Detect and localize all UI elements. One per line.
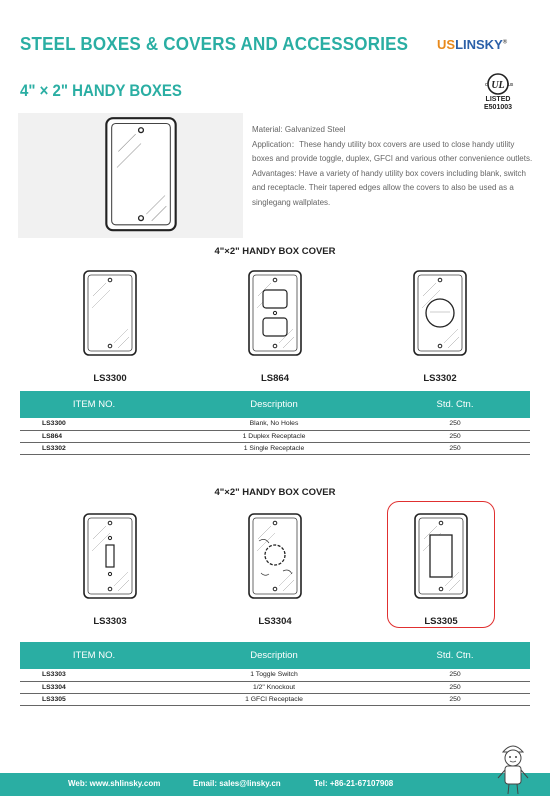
duplex-plate-icon — [245, 262, 305, 366]
std-ctn-cell: 250 — [380, 669, 530, 681]
group1-heading: 4"×2" HANDY BOX COVER — [214, 246, 336, 257]
product-code: LS3302 — [423, 373, 457, 384]
mascot-icon — [493, 738, 533, 798]
product-code: LS3304 — [258, 616, 292, 627]
std-ctn-cell: 250 — [380, 442, 530, 454]
column-header-std-ctn: Std. Ctn. — [380, 391, 530, 418]
column-header-item-no: ITEM NO. — [20, 391, 168, 418]
std-ctn-cell: 250 — [380, 681, 530, 693]
table-row — [20, 693, 530, 705]
material-text: Material: Galvanized Steel — [252, 125, 346, 134]
product-ls3303 — [75, 505, 145, 627]
item-no-cell: LS3305 — [20, 693, 168, 705]
product-code: LS3305 — [424, 616, 458, 627]
table-row — [20, 442, 530, 454]
spec-table-2 — [20, 642, 530, 706]
single-receptacle-plate-icon — [410, 262, 470, 366]
section-title: 4" × 2" HANDY BOXES — [20, 82, 182, 101]
page-title: STEEL BOXES & COVERS AND ACCESSORIES — [20, 34, 409, 55]
product-ls3302 — [405, 262, 475, 384]
gfci-plate-icon — [411, 505, 471, 609]
ul-file-code: E501003 — [483, 104, 513, 111]
blank-plate-icon — [101, 113, 181, 238]
page-footer — [0, 760, 550, 800]
hero-image — [18, 113, 243, 238]
product-ls864 — [240, 262, 310, 384]
brand-logo: USLINSKY® — [437, 37, 508, 52]
std-ctn-cell: 250 — [380, 693, 530, 705]
table-row — [20, 430, 530, 442]
ul-listed-mark — [476, 72, 520, 112]
item-no-cell: LS864 — [20, 430, 168, 442]
spec-table-1 — [20, 391, 530, 455]
product-code: LS3303 — [93, 616, 127, 627]
description-cell: 1 Toggle Switch — [168, 669, 380, 681]
product-ls3305 — [406, 505, 476, 627]
item-no-cell: LS3304 — [20, 681, 168, 693]
column-header-std-ctn: Std. Ctn. — [380, 642, 530, 669]
std-ctn-cell: 250 — [380, 430, 530, 442]
item-no-cell: LS3303 — [20, 669, 168, 681]
table-row — [20, 418, 530, 430]
advantages-text: Advantages: Have a variety of handy utility box covers including blank, switch and receptacle. Their tapered edges allow the covers to also be used as a singlegang wallplates. — [252, 168, 526, 207]
footer-email: Email: sales@linsky.cn — [193, 779, 281, 788]
item-no-cell: LS3302 — [20, 442, 168, 454]
description-cell: 1/2" Knockout — [168, 681, 380, 693]
column-header-description: Description — [168, 642, 380, 669]
ul-logo-icon — [482, 72, 514, 96]
knockout-plate-icon — [245, 505, 305, 609]
product-description — [252, 123, 537, 211]
footer-tel: Tel: +86-21-67107908 — [314, 779, 394, 788]
description-cell: 1 Duplex Receptacle — [168, 430, 380, 442]
product-code: LS3300 — [93, 373, 127, 384]
item-no-cell: LS3300 — [20, 418, 168, 430]
column-header-description: Description — [168, 391, 380, 418]
svg-text:UL: UL — [491, 80, 505, 91]
description-cell: 1 Single Receptacle — [168, 442, 380, 454]
page-header — [0, 0, 550, 70]
description-cell: Blank, No Holes — [168, 418, 380, 430]
table-row — [20, 669, 530, 681]
blank-plate-icon — [80, 262, 140, 366]
product-ls3300 — [75, 262, 145, 384]
svg-text:c: c — [485, 82, 488, 88]
table-header-row — [20, 642, 530, 669]
std-ctn-cell: 250 — [380, 418, 530, 430]
table-header-row — [20, 391, 530, 418]
description-cell: 1 GFCI Receptacle — [168, 693, 380, 705]
product-code: LS864 — [261, 373, 289, 384]
footer-web: Web: www.shlinsky.com — [68, 779, 161, 788]
ul-listed-text: LISTED — [485, 96, 511, 103]
group2-heading: 4"×2" HANDY BOX COVER — [214, 487, 336, 498]
application-text: Application：These handy utility box covers are used to close handy utility boxes and provide toggle, duplex, GFCI and various other convenience outlets. — [252, 139, 533, 164]
table-row — [20, 681, 530, 693]
svg-text:us: us — [508, 82, 514, 88]
column-header-item-no: ITEM NO. — [20, 642, 168, 669]
toggle-plate-icon — [80, 505, 140, 609]
product-ls3304 — [240, 505, 310, 627]
